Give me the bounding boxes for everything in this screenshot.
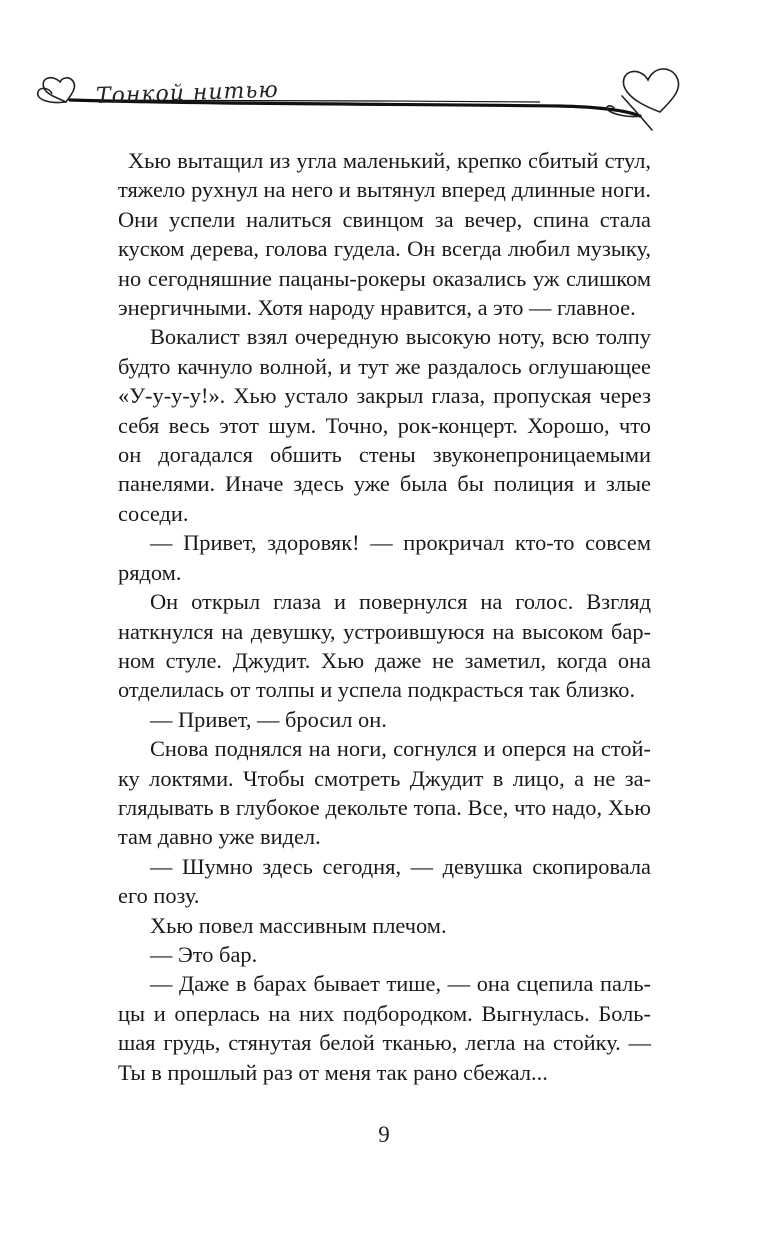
running-title: Тонкой нитью	[95, 77, 280, 109]
paragraph: — Привет, — бросил он.	[150, 706, 387, 732]
body-text	[118, 146, 651, 1087]
paragraph: Он открыл глаза и повернулся на голос. Взгляд наткнулся на девушку, устроившуюся на высоком барном стуле. Джудит. Хью даже не заметил, когда она отделилась от толпы и успела подкрасться так близко.	[118, 589, 651, 703]
paragraph: Хью вытащил из угла маленький, крепко сбитый стул, тяжело рухнул на него и вытянул вперед длинные ноги. Они успели налиться свинцом за вечер, спина стала куском дерева, голова гудела. Он всегда любил музыку, но сегодняшние пацаны-рокеры оказались уж слишком энергичными. Хотя народу нравится, а это — главное.	[118, 148, 651, 321]
paragraph: — Даже в барах бывает тише, — она сцепила пальцы и оперлась на них подбородком. Выгнулась. Большая грудь, стянутая белой тканью, легла на стойку. — Ты в прошлый раз от меня так рано сбежал...	[118, 971, 651, 1085]
paragraph: — Привет, здоровяк! — прокричал кто-то совсем рядом.	[118, 530, 651, 585]
paragraph: Вокалист взял очередную высокую ноту, всю толпу будто качнуло волной, и тут же раздалось оглушающее «У-у-у-у!». Хью устало закрыл глаза, пропуская через себя весь этот шум. Точно, рок-концерт. Хорошо, что он догадался обшить стены звуконепроницаемыми панелями. Иначе здесь уже была бы полиция и злые соседи.	[118, 324, 651, 526]
paragraph: — Это бар.	[150, 941, 258, 967]
right-heart-icon	[623, 69, 678, 112]
running-header	[0, 0, 768, 150]
paragraph: Хью повел массивным плечом.	[150, 912, 447, 938]
paragraph: Снова поднялся на ноги, согнулся и оперся на стойку локтями. Чтобы смотреть Джудит в лицо, а не заглядывать в глубокое декольте топа. Все, что надо, Хью там давно уже видел.	[118, 736, 651, 850]
paragraph: — Шумно здесь сегодня, — девушка скопировала его позу.	[118, 853, 651, 909]
header-ornament	[0, 0, 768, 150]
page-number: 9	[378, 1122, 390, 1147]
